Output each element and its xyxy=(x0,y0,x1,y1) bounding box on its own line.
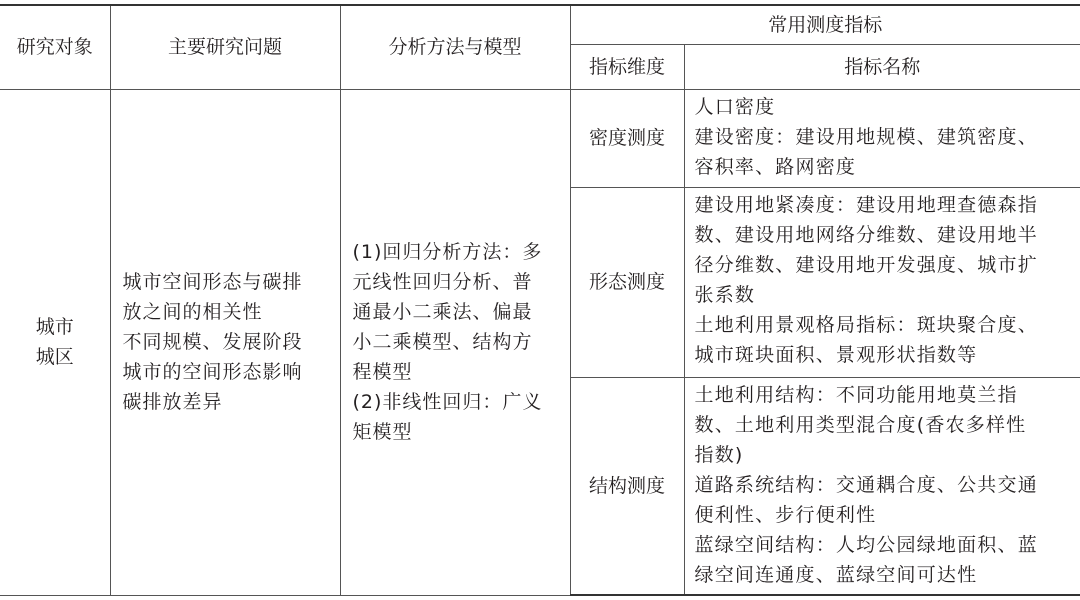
methods-line: (1)回归分析方法：多 xyxy=(352,241,543,263)
header-indicator-name: 指标名称 xyxy=(684,44,1080,89)
indicator-line: 土地利用结构：不同功能用地莫兰指 xyxy=(694,383,1018,406)
indicator-line: 数、建设用地网络分维数、建设用地半 xyxy=(694,223,1038,246)
issues-line: 放之间的相关性 xyxy=(122,301,263,323)
indicator-line: 容积率、路网密度 xyxy=(694,155,857,178)
cell-methods xyxy=(340,89,570,595)
indicator-line: 绿空间连通度、蓝绿空间可达性 xyxy=(694,563,978,586)
cell-dimension-structure: 结构测度 xyxy=(570,377,684,595)
methods-line: 元线性回归分析、普 xyxy=(352,271,533,293)
cell-main-issues xyxy=(110,89,340,595)
header-methods: 分析方法与模型 xyxy=(340,5,570,89)
indicator-line: 道路系统结构：交通耦合度、公共交通 xyxy=(694,473,1038,496)
methods-line: (2)非线性回归：广义 xyxy=(352,391,543,413)
indicator-line: 便利性、步行便利性 xyxy=(694,503,877,526)
indicator-line: 蓝绿空间结构：人均公园绿地面积、蓝 xyxy=(694,533,1038,556)
indicator-line: 人口密度 xyxy=(694,95,776,118)
methods-line: 小二乘模型、结构方 xyxy=(352,331,533,353)
indicator-line: 指数) xyxy=(694,443,744,466)
cell-dimension-density: 密度测度 xyxy=(570,89,684,187)
indicator-line: 土地利用景观格局指标：斑块聚合度、 xyxy=(694,313,1038,336)
object-line: 城区 xyxy=(35,346,74,368)
cell-names-structure xyxy=(684,377,1080,595)
cell-names-form xyxy=(684,187,1080,377)
indicator-line: 数、土地利用类型混合度(香农多样性 xyxy=(694,413,1027,436)
indicator-line: 径分维数、建设用地开发强度、城市扩 xyxy=(694,253,1038,276)
header-research-object: 研究对象 xyxy=(0,5,110,89)
header-indicator-dimension: 指标维度 xyxy=(570,44,684,89)
indicator-line: 建设密度：建设用地规模、建筑密度、 xyxy=(694,125,1038,148)
issues-line: 碳排放差异 xyxy=(122,391,223,413)
header-main-issues: 主要研究问题 xyxy=(110,5,340,89)
methods-line: 矩模型 xyxy=(352,421,413,443)
methods-line: 程模型 xyxy=(352,361,413,383)
cell-dimension-form: 形态测度 xyxy=(570,187,684,377)
methods-line: 通最小二乘法、偏最 xyxy=(352,301,533,323)
header-common-indicators: 常用测度指标 xyxy=(570,5,1080,44)
issues-line: 城市空间形态与碳排 xyxy=(122,271,303,293)
indicator-line: 建设用地紧凑度：建设用地理查德森指 xyxy=(694,193,1038,216)
object-line: 城市 xyxy=(35,316,74,338)
issues-line: 城市的空间形态影响 xyxy=(122,361,303,383)
issues-line: 不同规模、发展阶段 xyxy=(122,331,303,353)
indicator-line: 张系数 xyxy=(694,283,756,306)
research-table xyxy=(0,4,1080,596)
indicator-line: 城市斑块面积、景观形状指数等 xyxy=(694,343,978,366)
cell-research-object xyxy=(0,89,110,595)
cell-names-density xyxy=(684,89,1080,187)
